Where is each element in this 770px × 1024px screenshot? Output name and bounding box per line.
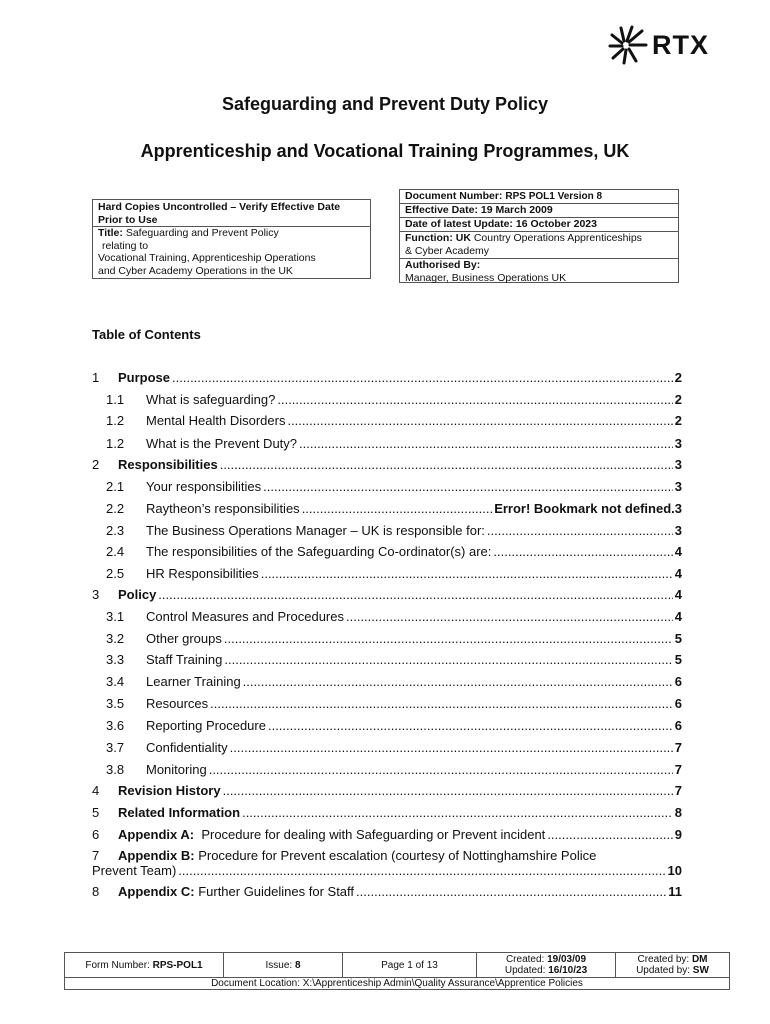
toc-entry[interactable] — [92, 457, 682, 475]
toc-num: 8 — [92, 884, 100, 899]
function-value-2: & Cyber Academy — [405, 245, 490, 257]
toc-entry[interactable] — [92, 674, 682, 692]
toc-page: 3 — [674, 479, 682, 494]
toc-num: 7 — [92, 848, 100, 863]
function-label: Function: UK — [405, 232, 471, 244]
toc-page: 2 — [674, 392, 682, 407]
toc-num: 2.5 — [106, 566, 125, 581]
toc-num: 3.1 — [106, 609, 125, 624]
toc-entry[interactable] — [92, 587, 682, 605]
toc-entry[interactable] — [92, 762, 682, 780]
toc-text: Policy — [118, 587, 157, 602]
toc-page: 9 — [674, 827, 682, 842]
toc-num: 3.3 — [106, 652, 125, 667]
toc-text: Staff Training — [146, 652, 223, 667]
toc-num: 2.3 — [106, 523, 125, 538]
toc-page: 6 — [674, 674, 682, 689]
toc-entry[interactable] — [92, 566, 682, 584]
toc-num: 1.2 — [106, 436, 125, 451]
toc-text: Raytheon’s responsibilities — [146, 501, 300, 516]
doc-number-label: Document Number: — [405, 190, 503, 202]
toc-text: Confidentiality — [146, 740, 228, 755]
toc-text: Learner Training — [146, 674, 241, 689]
toc-text: What is safeguarding? — [146, 392, 276, 407]
toc-num: 5 — [92, 805, 100, 820]
toc-entry[interactable] — [92, 370, 682, 388]
toc-page: 7 — [674, 740, 682, 755]
toc-extra: Procedure for dealing with Safeguarding or Prevent incident — [201, 827, 546, 842]
toc-page: 5 — [674, 631, 682, 646]
toc-entry[interactable] — [92, 609, 682, 627]
toc-num: 1 — [92, 370, 100, 385]
toc-page: 11 — [668, 884, 682, 899]
toc-entry[interactable] — [92, 501, 682, 519]
toc-page: 4 — [674, 609, 682, 624]
toc-entry[interactable] — [92, 392, 682, 410]
footer-dates: Created: 19/03/09 Updated: 16/10/23 — [477, 953, 616, 978]
toc-page: 2 — [674, 413, 682, 428]
toc-extra: Prevent Team) — [92, 863, 177, 878]
toc-entry[interactable] — [92, 436, 682, 454]
title-line: and Cyber Academy Operations in the UK — [98, 264, 293, 277]
toc-page: 4 — [674, 544, 682, 559]
toc-entry[interactable] — [92, 523, 682, 541]
toc-text: What is the Prevent Duty? — [146, 436, 298, 451]
toc-page: 8 — [674, 805, 682, 820]
toc-entry[interactable] — [92, 827, 682, 845]
toc-num: 1.2 — [106, 413, 125, 428]
toc-num: 1.1 — [106, 392, 125, 407]
title-line: Vocational Training, Apprenticeship Operations — [98, 252, 316, 264]
toc-text: Mental Health Disorders — [146, 413, 286, 428]
doc-number-value: RPS POL1 Version 8 — [505, 191, 603, 202]
footer-issue: Issue: 8 — [224, 953, 343, 978]
toc-page: 3 — [674, 457, 682, 472]
toc-entry[interactable] — [92, 544, 682, 562]
toc-num: 3.4 — [106, 674, 125, 689]
toc-extra: Further Guidelines for Staff — [198, 884, 355, 899]
toc-text: Monitoring — [146, 762, 207, 777]
title-label: Title: — [98, 227, 123, 239]
toc-num: 3.7 — [106, 740, 125, 755]
toc-num: 6 — [92, 827, 100, 842]
toc-text: Revision History — [118, 783, 221, 798]
document-info-box — [399, 189, 679, 283]
toc-page: 6 — [674, 718, 682, 733]
toc-num: 2.2 — [106, 501, 125, 516]
function-value: Country Operations Apprenticeships — [473, 232, 642, 244]
rtx-logo — [608, 22, 732, 68]
authorised-label: Authorised By: — [405, 259, 481, 271]
toc-text: Responsibilities — [118, 457, 218, 472]
toc-text: Resources — [146, 696, 209, 711]
document-title: Safeguarding and Prevent Duty Policy — [221, 94, 549, 114]
toc-page: 10 — [667, 863, 682, 878]
toc-entry[interactable] — [92, 848, 682, 881]
title-line: relating to — [102, 239, 149, 252]
toc-page: 7 — [674, 762, 682, 777]
latest-update: Date of latest Update: 16 October 2023 — [405, 218, 597, 230]
toc-entry[interactable] — [92, 413, 682, 431]
title-line: Safeguarding and Prevent Policy — [125, 227, 279, 239]
toc-page: 3 — [674, 523, 682, 538]
toc-text: Appendix A: — [118, 827, 195, 842]
page-footer — [64, 952, 730, 990]
toc-page: 5 — [674, 652, 682, 667]
toc-text: Reporting Procedure — [146, 718, 266, 733]
toc-num: 3.6 — [106, 718, 125, 733]
toc-entry[interactable] — [92, 479, 682, 497]
toc-page: 6 — [674, 696, 682, 711]
toc-entry[interactable] — [92, 652, 682, 670]
toc-num: 3.5 — [106, 696, 125, 711]
footer-authors: Created by: DM Updated by: SW — [616, 953, 730, 978]
toc-text: The Business Operations Manager – UK is responsible for: — [146, 523, 485, 538]
toc-text: Your responsibilities — [146, 479, 262, 494]
toc-entry[interactable] — [92, 631, 682, 649]
toc-num: 3.2 — [106, 631, 125, 646]
toc-page: Error! Bookmark not defined.3 — [494, 501, 682, 516]
toc-text: Other groups — [146, 631, 222, 646]
footer-location: Document Location: X:\Apprenticeship Admin\Quality Assurance\Apprentice Policies — [65, 978, 730, 990]
toc-entry[interactable] — [92, 805, 682, 823]
toc-num: 3 — [92, 587, 100, 602]
footer-page: Page 1 of 13 — [343, 953, 477, 978]
toc-title: Table of Contents — [92, 327, 201, 342]
toc-extra: Procedure for Prevent escalation (courtesy of Nottinghamshire Police — [198, 848, 597, 863]
uncontrolled-heading: Hard Copies Uncontrolled – Verify Effective Date Prior to Use — [98, 201, 341, 226]
toc-text: Related Information — [118, 805, 241, 820]
toc-text: Purpose — [118, 370, 171, 385]
toc-entry[interactable] — [92, 696, 682, 714]
toc-page: 2 — [674, 370, 682, 385]
toc-entry[interactable] — [92, 740, 682, 758]
document-subtitle: Apprenticeship and Vocational Training Programmes, UK — [140, 141, 630, 161]
logo-text: RTX — [652, 29, 709, 60]
toc-entry[interactable] — [92, 718, 682, 736]
toc-num: 2.1 — [106, 479, 125, 494]
toc-text: Appendix B: — [118, 848, 195, 863]
toc-num: 3.8 — [106, 762, 125, 777]
toc-page: 7 — [674, 783, 682, 798]
toc-page: 4 — [674, 566, 682, 581]
toc-page: 3 — [674, 436, 682, 451]
authorised-value: Manager, Business Operations UK — [405, 272, 567, 284]
toc-num: 2 — [92, 457, 100, 472]
toc-entry[interactable] — [92, 884, 682, 902]
toc-text: The responsibilities of the Safeguarding Co-ordinator(s) are: — [146, 544, 492, 559]
effective-date: Effective Date: 19 March 2009 — [405, 204, 553, 216]
toc-page: 4 — [674, 587, 682, 602]
toc-text: Control Measures and Procedures — [146, 609, 344, 624]
toc-text: Appendix C: — [118, 884, 195, 899]
toc-num: 2.4 — [106, 544, 125, 559]
toc-num: 4 — [92, 783, 100, 798]
footer-form-number: Form Number: RPS-POL1 — [65, 953, 224, 978]
rtx-sunburst-icon — [608, 25, 648, 65]
toc-entry[interactable] — [92, 783, 682, 801]
toc-text: HR Responsibilities — [146, 566, 259, 581]
control-box — [92, 199, 371, 279]
